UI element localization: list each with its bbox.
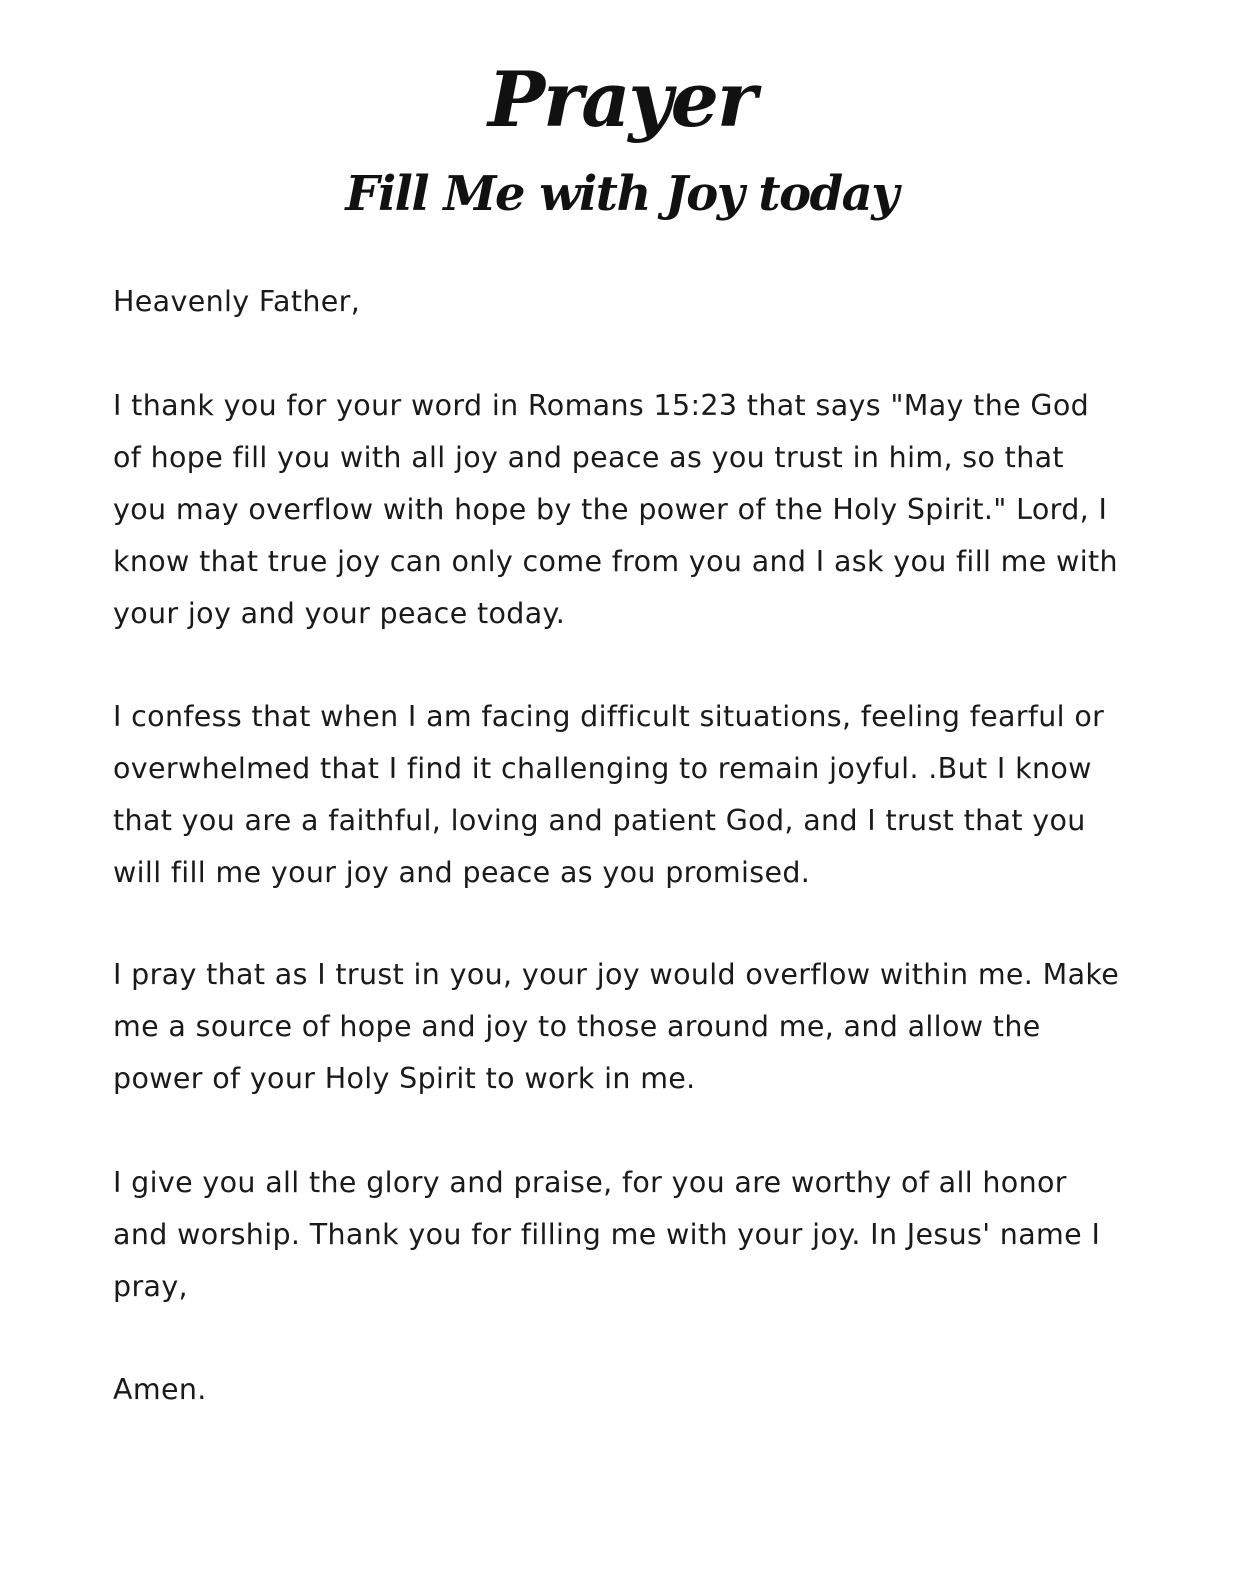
closing-amen: Amen. <box>113 1373 207 1406</box>
page-subtitle: Fill Me with Joy today <box>345 166 898 222</box>
paragraph-petition: I pray that as I trust in you, your joy would overflow within me. Make me a source of hope and joy to those around me, and allow the power of your Holy Spirit to work in me. <box>113 958 1120 1095</box>
paragraph-thanks: I thank you for your word in Romans 15:23 that says "May the God of hope fill you with all joy and peace as you trust in him, so that you may overflow with hope by the power of the Holy Spirit." Lord, I know that true joy can only come from you and I ask you fill me with your joy and your peace today. <box>113 389 1118 630</box>
greeting: Heavenly Father, <box>113 285 361 318</box>
paragraph-confession: I confess that when I am facing difficult situations, feeling fearful or overwhelmed that I find it challenging to remain joyful. .But I know that you are a faithful, loving and patient God, and I trust that you will fill me your joy and peace as you promised. <box>113 700 1105 889</box>
page-title: Prayer <box>488 55 755 144</box>
paragraph-praise: I give you all the glory and praise, for you are worthy of all honor and worship. Thank you for filling me with your joy. In Jesus' name I pray, <box>113 1166 1101 1303</box>
